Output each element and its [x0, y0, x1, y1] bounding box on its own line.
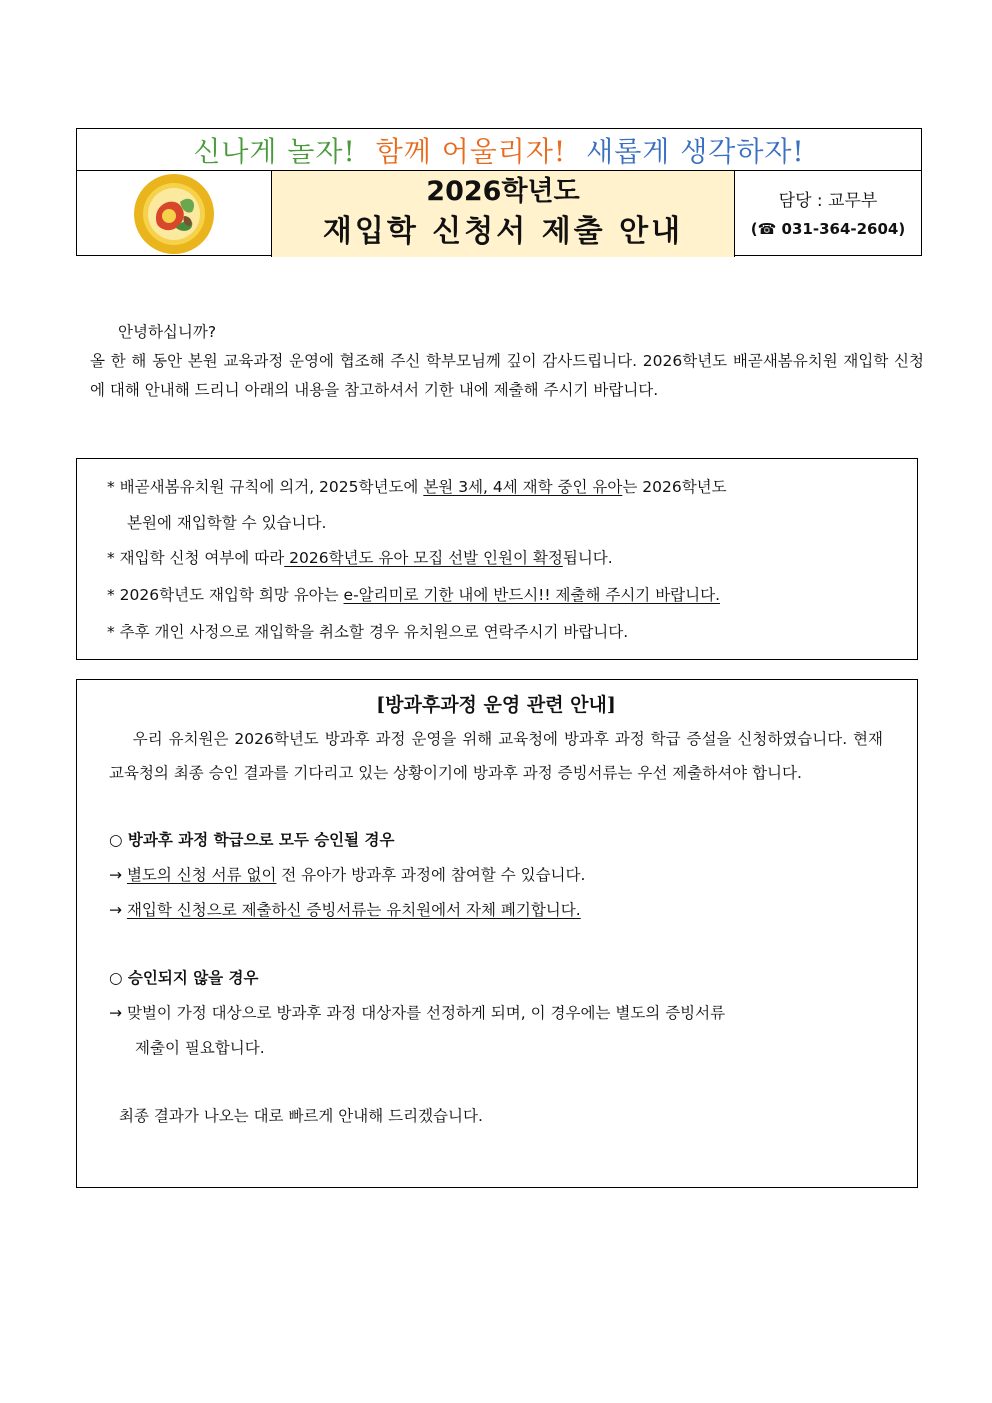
kindergarten-logo [132, 172, 216, 256]
logo-cell [77, 171, 272, 257]
intro-section [90, 318, 924, 405]
arrow-icon: → [109, 866, 122, 884]
case2-line-a [109, 996, 883, 1031]
notice-item-1-underline: 본원 3세, 4세 재학 중인 유아 [423, 478, 623, 496]
notice-item-1 [107, 469, 887, 506]
afterschool-paragraph-text: 우리 유치원은 2026학년도 방과후 과정 운영을 위해 교육청에 방과후 과정 학급 증설을 신청하였습니다. 현재 교육청의 최종 승인 결과를 기다리고 있는 상황이기에 방과후 과정 증빙서류는 우선 제출하셔야 합니다. [109, 730, 883, 782]
slogan-2: 함께 어울리자! [375, 134, 567, 168]
notice-item-2-underline: 2026학년도 유아 모집 선발 인원이 확정 [284, 549, 563, 567]
title-cell [272, 171, 735, 257]
contact-phone-line: (☎ 031-364-2604) [750, 220, 906, 238]
case1-line-a [109, 858, 883, 893]
slogan-3: 새롭게 생각하자! [586, 134, 805, 168]
case2-line-a-cont: 제출이 필요합니다. [135, 1039, 265, 1057]
contact-department: 담당 : 교무부 [778, 191, 878, 211]
notice-item-2-end: 됩니다. [562, 549, 613, 567]
contact-cell [735, 171, 921, 257]
afterschool-title: [방과후과정 운영 관련 안내] [376, 694, 616, 716]
notice-item-2 [107, 540, 887, 577]
header-table [76, 128, 922, 256]
greeting: 안녕하십니까? [118, 323, 217, 341]
notice-item-4: * 추후 개인 사정으로 재입학을 취소할 경우 유치원으로 연락주시기 바랍니다. [107, 623, 629, 641]
case1-line-b [109, 893, 883, 928]
notice-box [76, 458, 918, 660]
case1-line-a-text: 전 유아가 방과후 과정에 참여할 수 있습니다. [276, 866, 586, 884]
title-year: 2026학년도 [426, 176, 580, 207]
afterschool-box [76, 679, 918, 1188]
notice-item-1-end: 는 2026학년도 [622, 478, 727, 496]
case1-title: ○ 방과후 과정 학급으로 모두 승인될 경우 [109, 831, 395, 849]
notice-item-1-text: * 배곧새봄유치원 규칙에 의거, 2025학년도에 [107, 478, 424, 496]
case2-line-a-text: 맞벌이 가정 대상으로 방과후 과정 대상자를 선정하게 되며, 이 경우에는 별도의 증빙서류 [126, 1004, 726, 1022]
page-title: 재입학 신청서 제출 안내 [322, 214, 684, 249]
afterschool-paragraph [109, 722, 883, 790]
case1-line-b-underline: 재입학 신청으로 제출하신 증빙서류는 유치원에서 자체 폐기합니다. [126, 901, 581, 919]
afterschool-final: 최종 결과가 나오는 대로 빠르게 안내해 드리겠습니다. [119, 1107, 483, 1125]
notice-item-2-text: * 재입학 신청 여부에 따라 [107, 549, 285, 567]
phone-icon: ☎ [757, 220, 777, 238]
notice-item-3-underline: e-알리미로 기한 내에 반드시!! 제출해 주시기 바랍니다. [343, 586, 721, 604]
slogan-1: 신나게 놀자! [193, 134, 356, 168]
intro-body: 올 한 해 동안 본원 교육과정 운영에 협조해 주신 학부모님께 깊이 감사드립니다. 2026학년도 배곧새봄유치원 재입학 신청에 대해 안내해 드리니 아래의 내용을 참고하셔서 기한 내에 제출해 주시기 바랍니다. [90, 352, 924, 399]
notice-item-1-cont: 본원에 재입학할 수 있습니다. [127, 514, 327, 532]
case2-title: ○ 승인되지 않을 경우 [109, 969, 259, 987]
arrow-icon: → [109, 1004, 122, 1022]
arrow-icon: → [109, 901, 122, 919]
notice-item-3-text: * 2026학년도 재입학 희망 유아는 [107, 586, 344, 604]
contact-phone: 031-364-2604 [781, 220, 899, 238]
case1-line-a-underline: 별도의 신청 서류 없이 [126, 866, 277, 884]
slogan [77, 129, 921, 171]
notice-item-3 [107, 577, 887, 614]
